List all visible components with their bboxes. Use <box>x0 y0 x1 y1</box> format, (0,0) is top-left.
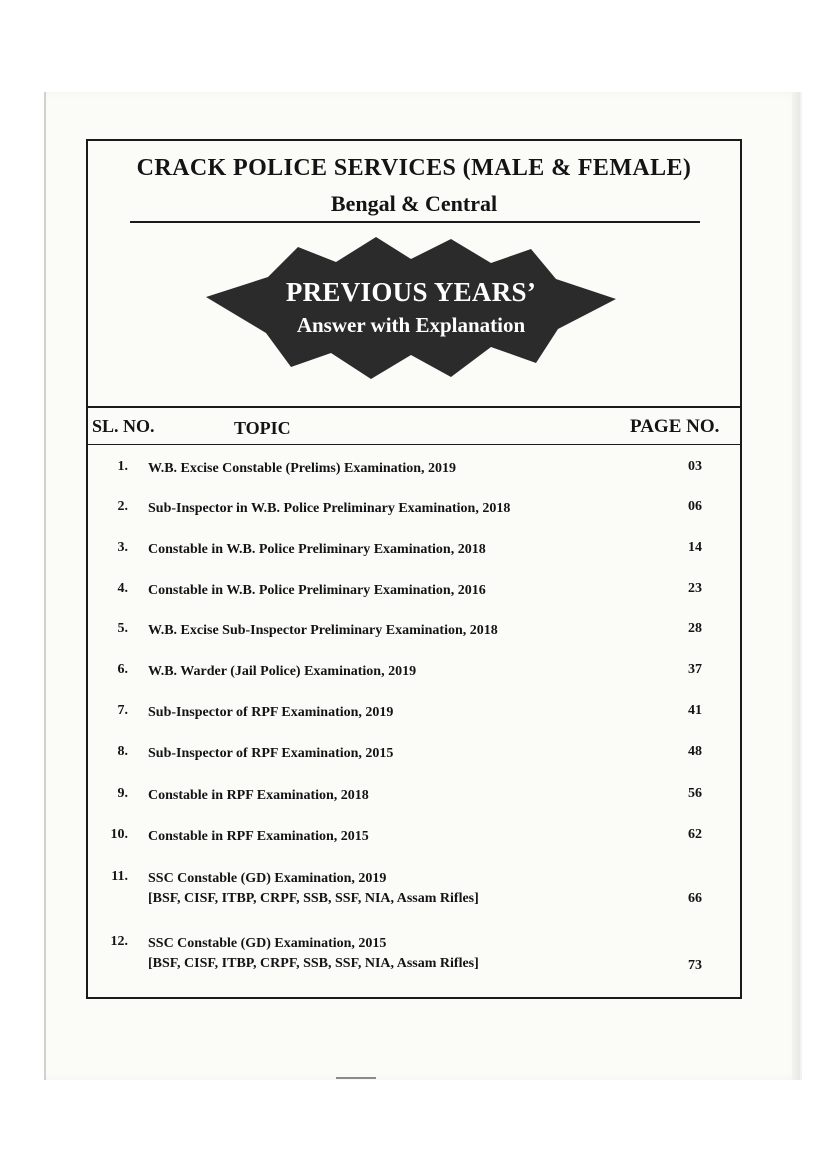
row-page-number: 66 <box>688 891 702 906</box>
row-page-number: 14 <box>688 540 702 555</box>
badge-subheading: Answer with Explanation <box>296 313 526 337</box>
row-page-number: 06 <box>688 499 702 514</box>
row-topic: W.B. Excise Sub-Inspector Preliminary Examination, 2018 <box>148 623 498 638</box>
row-page-number: 28 <box>688 621 702 636</box>
table-header-divider <box>88 444 740 445</box>
page-frame <box>86 139 742 999</box>
badge-heading: PREVIOUS YEARS’ <box>285 277 537 307</box>
row-topic <box>148 934 479 974</box>
header-divider <box>130 221 700 223</box>
row-page-number: 62 <box>688 827 702 842</box>
row-number: 10. <box>110 827 128 842</box>
column-header-page-no: PAGE NO. <box>630 416 720 437</box>
row-page-number: 03 <box>688 459 702 474</box>
page-title: CRACK POLICE SERVICES (MALE & FEMALE) <box>136 155 692 181</box>
row-number: 9. <box>117 786 128 801</box>
row-topic: W.B. Excise Constable (Prelims) Examination, 2019 <box>148 461 457 476</box>
row-page-number: 48 <box>688 744 702 759</box>
column-header-sl-no: SL. NO. <box>92 416 155 436</box>
row-number: 4. <box>117 581 128 596</box>
row-topic: W.B. Warder (Jail Police) Examination, 2019 <box>148 664 417 679</box>
bottom-edge-mark <box>336 1077 376 1079</box>
column-header-topic: TOPIC <box>234 418 291 438</box>
row-topic: Constable in W.B. Police Preliminary Examination, 2016 <box>148 583 486 598</box>
row-topic: Sub-Inspector of RPF Examination, 2015 <box>148 746 394 761</box>
previous-years-badge <box>206 237 616 387</box>
table-top-divider <box>88 406 740 408</box>
row-number: 8. <box>117 744 128 759</box>
row-number: 6. <box>117 662 128 677</box>
paper-edge <box>792 92 800 1080</box>
row-page-number: 56 <box>688 786 702 801</box>
page-subtitle: Bengal & Central <box>330 191 498 216</box>
row-topic-line2: [BSF, CISF, ITBP, CRPF, SSB, SSF, NIA, Assam Rifles] <box>148 891 479 906</box>
row-topic: Sub-Inspector in W.B. Police Preliminary Examination, 2018 <box>148 501 511 516</box>
row-topic-line1: SSC Constable (GD) Examination, 2019 <box>148 871 387 886</box>
row-topic: Constable in RPF Examination, 2018 <box>148 788 369 803</box>
row-page-number: 73 <box>688 958 702 973</box>
row-number: 7. <box>117 703 128 718</box>
row-number: 1. <box>117 459 128 474</box>
row-number: 3. <box>117 540 128 555</box>
row-topic: Sub-Inspector of RPF Examination, 2019 <box>148 705 394 720</box>
row-number: 11. <box>111 869 128 884</box>
row-topic-line2: [BSF, CISF, ITBP, CRPF, SSB, SSF, NIA, Assam Rifles] <box>148 956 479 971</box>
row-number: 5. <box>117 621 128 636</box>
row-page-number: 37 <box>688 662 702 677</box>
badge-star-polygon <box>206 237 616 379</box>
row-number: 2. <box>117 499 128 514</box>
row-topic: Constable in W.B. Police Preliminary Examination, 2018 <box>148 542 486 557</box>
row-topic-line1: SSC Constable (GD) Examination, 2015 <box>148 936 387 951</box>
row-page-number: 23 <box>688 581 702 596</box>
row-topic: Constable in RPF Examination, 2015 <box>148 829 369 844</box>
row-topic <box>148 869 479 909</box>
star-badge-shape <box>206 237 616 387</box>
row-number: 12. <box>110 934 128 949</box>
row-page-number: 41 <box>688 703 702 718</box>
